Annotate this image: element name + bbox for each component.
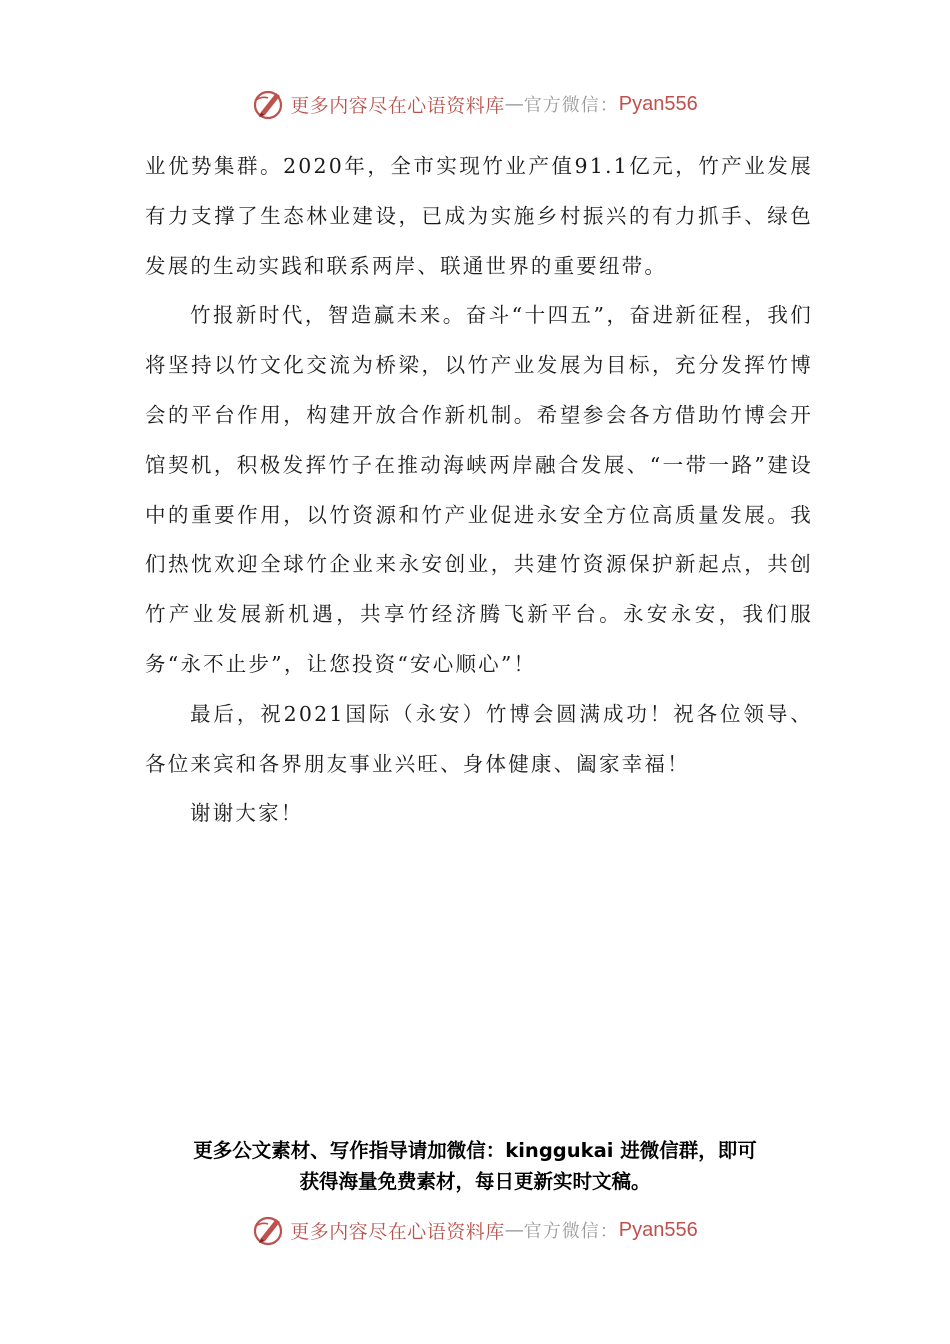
- banner-separator: —: [504, 93, 524, 115]
- promo-line-1: 更多公文素材、写作指导请加微信：kinggukai 进微信群，即可: [193, 1139, 757, 1162]
- banner-separator: —: [504, 1219, 524, 1241]
- pen-circle-logo-icon: [252, 87, 286, 121]
- promo-note: [130, 1135, 820, 1197]
- wechat-id: Pyan556: [618, 1218, 698, 1241]
- wechat-label: 官方微信：: [523, 1221, 619, 1242]
- body-paragraph-1: 业优势集群。2020年，全市实现竹业产值91.1亿元，竹产业发展有力支撑了生态林业建设，已成为实施乡村振兴的有力抓手、绿色发展的生动实践和联系两岸、联通世界的重要纽带。: [145, 154, 813, 278]
- header-watermark-banner: [0, 84, 950, 124]
- promo-line-2: 获得海量免费素材，每日更新实时文稿。: [299, 1170, 651, 1193]
- site-name-text: 更多内容尽在心语资料库: [290, 1220, 505, 1243]
- body-paragraph-3: 最后，祝2021国际（永安）竹博会圆满成功！祝各位领导、各位来宾和各界朋友事业兴旺、身体健康、阖家幸福！: [145, 701, 813, 776]
- pen-circle-logo-icon: [252, 1213, 286, 1247]
- body-paragraph-2: 竹报新时代，智造赢未来。奋斗“十四五”，奋进新征程，我们将坚持以竹文化交流为桥梁，以竹产业发展为目标，充分发挥竹博会的平台作用，构建开放合作新机制。希望参会各方借助竹博会开馆契机，积极发挥竹子在推动海峡两岸融合发展、“一带一路”建设中的重要作用，以竹资源和竹产业促进永安全方位高质量发展。我们热忱欢迎全球竹企业来永安创业，共建竹资源保护新起点，共创竹产业发展新机遇，共享竹经济腾飞新平台。永安永安，我们服务“永不止步”，让您投资“安心顺心”！: [145, 303, 813, 676]
- wechat-label: 官方微信：: [523, 95, 619, 116]
- site-name-text: 更多内容尽在心语资料库: [290, 94, 505, 117]
- body-paragraph-4: 谢谢大家！: [190, 801, 304, 826]
- document-body: [145, 142, 813, 839]
- footer-watermark-banner: [0, 1210, 950, 1250]
- wechat-id: Pyan556: [618, 92, 698, 115]
